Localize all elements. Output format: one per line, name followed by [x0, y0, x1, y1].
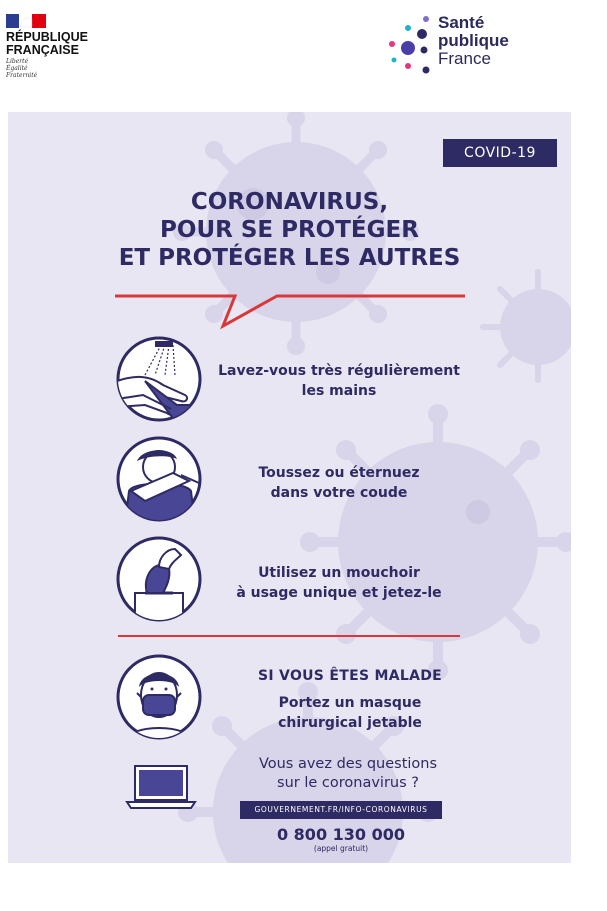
step-text-cough: Toussez ou éternuez dans votre coude [258, 465, 420, 501]
laptop-icon [125, 764, 197, 812]
tissue-icon [115, 535, 203, 623]
info-url-link[interactable]: GOUVERNEMENT.FR/INFO-CORONAVIRUS [240, 801, 442, 819]
phone-number[interactable]: 0 800 130 000 [276, 825, 406, 844]
sante-publique-france-logo-icon [386, 14, 432, 86]
mask-icon [115, 653, 203, 741]
sante-publique-france-name: Santé publique France [438, 13, 509, 68]
poster [8, 112, 571, 863]
poster-title: CORONAVIRUS, POUR SE PROTÉGER ET PROTÉGER LES AUTRES [118, 189, 461, 271]
section-divider [118, 635, 460, 637]
speech-bubble-line [115, 290, 465, 330]
marianne-logo-icon [6, 14, 46, 28]
malade-title: SI VOUS ÊTES MALADE [257, 668, 443, 684]
phone-note: (appel gratuit) [313, 844, 369, 853]
questions-text: Vous avez des questions sur le coronavirus ? [258, 756, 438, 791]
republique-motto: Liberté Égalité Fraternité [6, 58, 38, 79]
handwashing-icon [115, 335, 203, 423]
step-text-tissue: Utilisez un mouchoir à usage unique et jetez-le [236, 565, 442, 601]
covid-badge: COVID-19 [443, 139, 557, 167]
step-text-handwashing: Lavez-vous très régulièrement les mains [218, 363, 460, 399]
malade-text: Portez un masque chirurgical jetable [278, 695, 422, 731]
cough-elbow-icon [115, 435, 203, 523]
republique-francaise-name: RÉPUBLIQUE FRANÇAISE [6, 30, 88, 57]
